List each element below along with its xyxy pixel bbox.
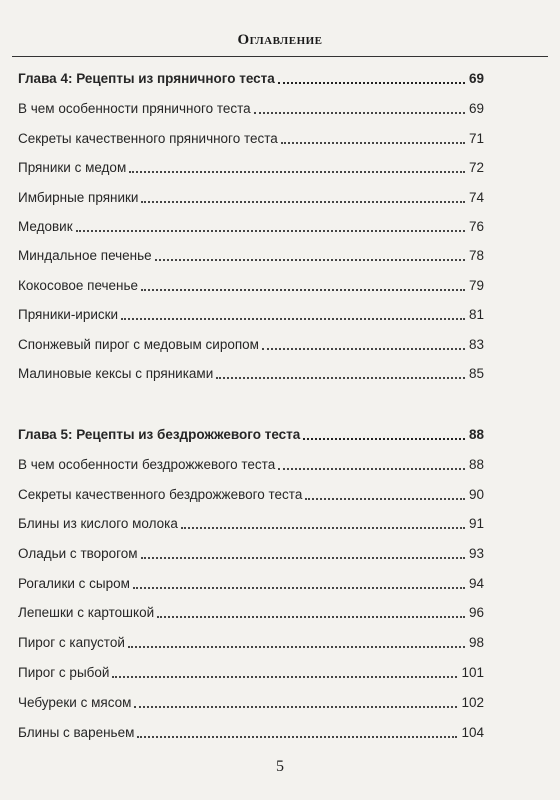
page-number: 5 bbox=[276, 758, 284, 775]
entry-page-number: 72 bbox=[468, 160, 484, 175]
toc-entry bbox=[18, 571, 484, 593]
toc-entry bbox=[18, 96, 484, 118]
dot-leader bbox=[141, 289, 465, 291]
dot-leader bbox=[216, 377, 465, 379]
dot-leader bbox=[305, 498, 465, 500]
dot-leader bbox=[121, 318, 465, 320]
entry-title: Малиновые кексы с пряниками bbox=[18, 366, 214, 381]
toc-entry bbox=[18, 273, 484, 295]
chapter-page-number: 88 bbox=[468, 427, 484, 442]
entry-page-number: 93 bbox=[468, 546, 484, 561]
entry-title: Спонжевый пирог с медовым сиропом bbox=[18, 337, 259, 352]
toc-entry bbox=[18, 600, 484, 622]
entry-title: В чем особенности пряничного теста bbox=[18, 101, 251, 116]
entry-page-number: 85 bbox=[468, 366, 484, 381]
dot-leader bbox=[112, 676, 457, 678]
dot-leader bbox=[129, 171, 465, 173]
dot-leader bbox=[281, 142, 465, 144]
toc-entry bbox=[18, 452, 484, 474]
toc-entry bbox=[18, 690, 484, 712]
dot-leader bbox=[141, 201, 465, 203]
entry-title: Блины с вареньем bbox=[18, 725, 135, 740]
entry-page-number: 81 bbox=[468, 307, 484, 322]
dot-leader bbox=[134, 706, 457, 708]
entry-page-number: 96 bbox=[468, 605, 484, 620]
toc-entry bbox=[18, 185, 484, 207]
dot-leader bbox=[181, 527, 465, 529]
toc-entry bbox=[18, 302, 484, 324]
toc-entry bbox=[18, 361, 484, 383]
entry-page-number: 71 bbox=[468, 131, 484, 146]
dot-leader bbox=[76, 230, 465, 232]
entry-title: Миндальное печенье bbox=[18, 248, 152, 263]
entry-title: Лепешки с картошкой bbox=[18, 605, 155, 620]
entry-title: Чебуреки с мясом bbox=[18, 695, 132, 710]
toc-chapter-5 bbox=[18, 422, 484, 444]
chapter-title: Глава 4: Рецепты из пряничного теста bbox=[18, 71, 275, 86]
entry-title: Имбирные пряники bbox=[18, 190, 139, 205]
entry-page-number: 101 bbox=[461, 665, 484, 680]
entry-title: Пряники-ириски bbox=[18, 307, 119, 322]
entry-page-number: 74 bbox=[468, 190, 484, 205]
toc-entry bbox=[18, 126, 484, 148]
entry-page-number: 76 bbox=[468, 219, 484, 234]
entry-page-number: 102 bbox=[461, 695, 484, 710]
entry-title: Кокосовое печенье bbox=[18, 278, 139, 293]
entry-page-number: 69 bbox=[468, 101, 484, 116]
entry-page-number: 79 bbox=[468, 278, 484, 293]
chapter-page-number: 69 bbox=[468, 71, 484, 86]
entry-page-number: 94 bbox=[468, 576, 484, 591]
toc-entry bbox=[18, 511, 484, 533]
entry-title: Блины из кислого молока bbox=[18, 516, 178, 531]
dot-leader bbox=[133, 587, 465, 589]
entry-title: Пряники с медом bbox=[18, 160, 127, 175]
toc-entry bbox=[18, 660, 484, 682]
entry-page-number: 104 bbox=[461, 725, 484, 740]
header-rule bbox=[12, 56, 548, 57]
toc-entry bbox=[18, 214, 484, 236]
dot-leader bbox=[262, 348, 465, 350]
dot-leader bbox=[137, 736, 457, 738]
entry-title: Оладьи с творогом bbox=[18, 546, 138, 561]
entry-page-number: 98 bbox=[468, 635, 484, 650]
dot-leader bbox=[278, 468, 465, 470]
entry-page-number: 83 bbox=[468, 337, 484, 352]
entry-title: Пирог с рыбой bbox=[18, 665, 110, 680]
dot-leader bbox=[128, 646, 465, 648]
chapter-title: Глава 5: Рецепты из бездрожжевого теста bbox=[18, 427, 301, 442]
entry-title: Пирог с капустой bbox=[18, 635, 125, 650]
entry-title: Рогалики с сыром bbox=[18, 576, 130, 591]
dot-leader bbox=[303, 438, 465, 440]
toc-entry bbox=[18, 482, 484, 504]
dot-leader bbox=[254, 112, 465, 114]
dot-leader bbox=[141, 557, 465, 559]
toc-entry bbox=[18, 243, 484, 265]
toc-chapter-4 bbox=[18, 66, 484, 88]
toc-entry bbox=[18, 630, 484, 652]
entry-page-number: 91 bbox=[468, 516, 484, 531]
entry-page-number: 88 bbox=[468, 457, 484, 472]
toc-entry bbox=[18, 155, 484, 177]
dot-leader bbox=[278, 82, 465, 84]
entry-title: В чем особенности бездрожжевого теста bbox=[18, 457, 276, 472]
entry-page-number: 90 bbox=[468, 487, 484, 502]
entry-title: Секреты качественного бездрожжевого теста bbox=[18, 487, 303, 502]
entry-title: Медовик bbox=[18, 219, 73, 234]
toc-entry bbox=[18, 332, 484, 354]
dot-leader bbox=[155, 259, 465, 261]
entry-title: Секреты качественного пряничного теста bbox=[18, 131, 278, 146]
page-title: Оглавление bbox=[237, 32, 323, 48]
dot-leader bbox=[157, 616, 465, 618]
toc-entry bbox=[18, 541, 484, 563]
entry-page-number: 78 bbox=[468, 248, 484, 263]
toc-entry bbox=[18, 720, 484, 742]
